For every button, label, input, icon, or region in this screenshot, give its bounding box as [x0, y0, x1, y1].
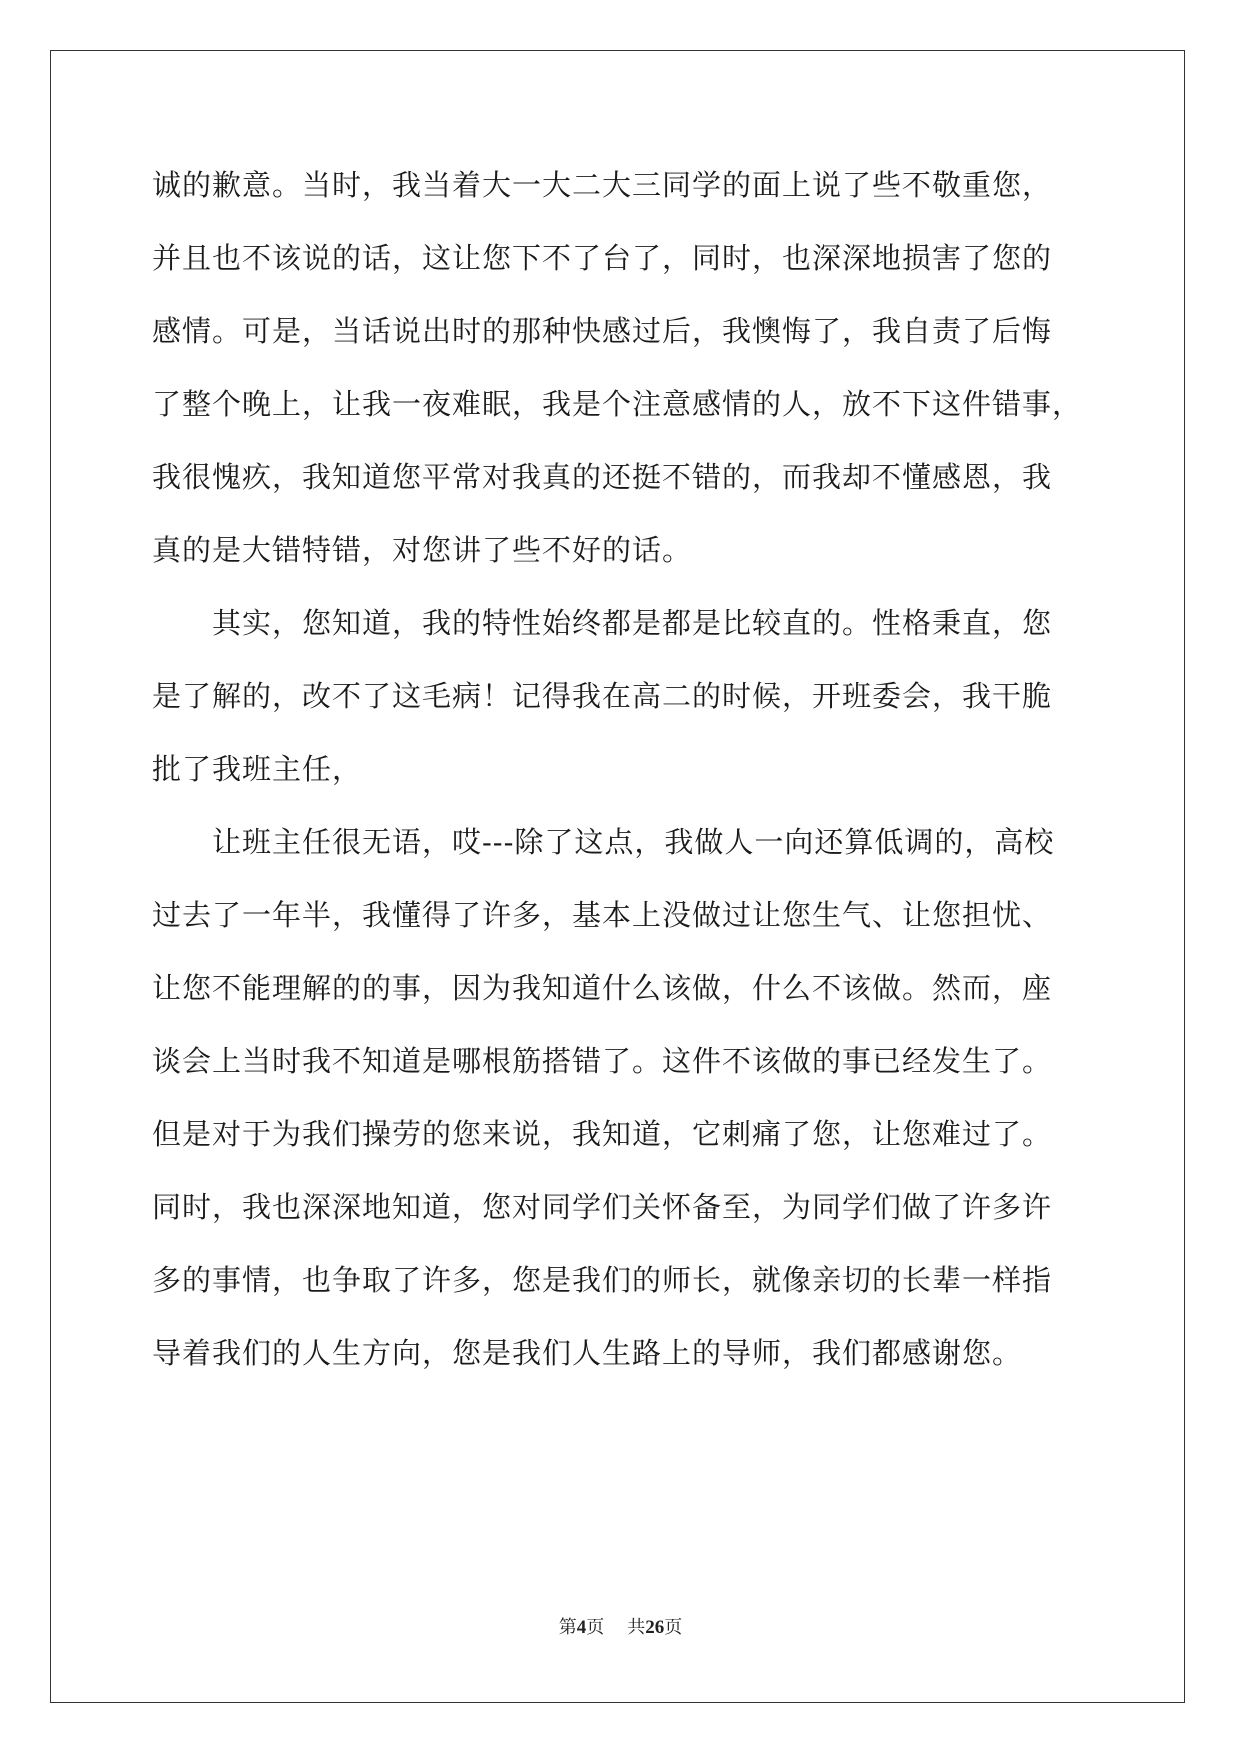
text-line: 过去了一年半，我懂得了许多，基本上没做过让您生气、让您担忧、 [152, 898, 1053, 932]
text-line: 让班主任很无语，哎---除了这点，我做人一向还算低调的，高校 [152, 825, 1055, 859]
text-line: 了整个晚上，让我一夜难眠，我是个注意感情的人，放不下这件错事， [152, 387, 1083, 421]
text-line: 并且也不该说的话，这让您下不了台了，同时，也深深地损害了您的 [152, 241, 1053, 275]
text-line: 导着我们的人生方向，您是我们人生路上的导师，我们都感谢您。 [152, 1336, 1023, 1370]
page-suffix: 页 [586, 1617, 605, 1638]
text-line: 但是对于为我们操劳的您来说，我知道，它刺痛了您，让您难过了。 [152, 1117, 1053, 1151]
page-footer [0, 1613, 1241, 1639]
text-line: 批了我班主任， [152, 752, 363, 786]
text-line: 我很愧疚，我知道您平常对我真的还挺不错的，而我却不懂感恩，我 [152, 460, 1053, 494]
total-suffix: 页 [664, 1617, 683, 1638]
total-pages: 26 [645, 1617, 665, 1638]
text-line: 真的是大错特错，对您讲了些不好的话。 [152, 533, 693, 567]
text-line: 感情。可是，当话说出时的那种快感过后，我懊悔了，我自责了后悔 [152, 314, 1053, 348]
text-line: 多的事情，也争取了许多，您是我们的师长，就像亲切的长辈一样指 [152, 1263, 1053, 1297]
text-line: 诚的歉意。当时，我当着大一大二大三同学的面上说了些不敬重您， [152, 168, 1053, 202]
total-prefix: 共 [627, 1617, 646, 1638]
page-number: 4 [576, 1617, 587, 1638]
page-prefix: 第 [558, 1617, 577, 1638]
text-line: 同时，我也深深地知道，您对同学们关怀备至，为同学们做了许多许 [152, 1190, 1053, 1224]
text-line: 让您不能理解的的事，因为我知道什么该做，什么不该做。然而，座 [152, 971, 1053, 1005]
text-line: 是了解的，改不了这毛病！记得我在高二的时候，开班委会，我干脆 [152, 679, 1053, 713]
text-line: 其实，您知道，我的特性始终都是都是比较直的。性格秉直，您 [152, 606, 1053, 640]
text-line: 谈会上当时我不知道是哪根筋搭错了。这件不该做的事已经发生了。 [152, 1044, 1053, 1078]
page-border [50, 50, 1185, 1703]
